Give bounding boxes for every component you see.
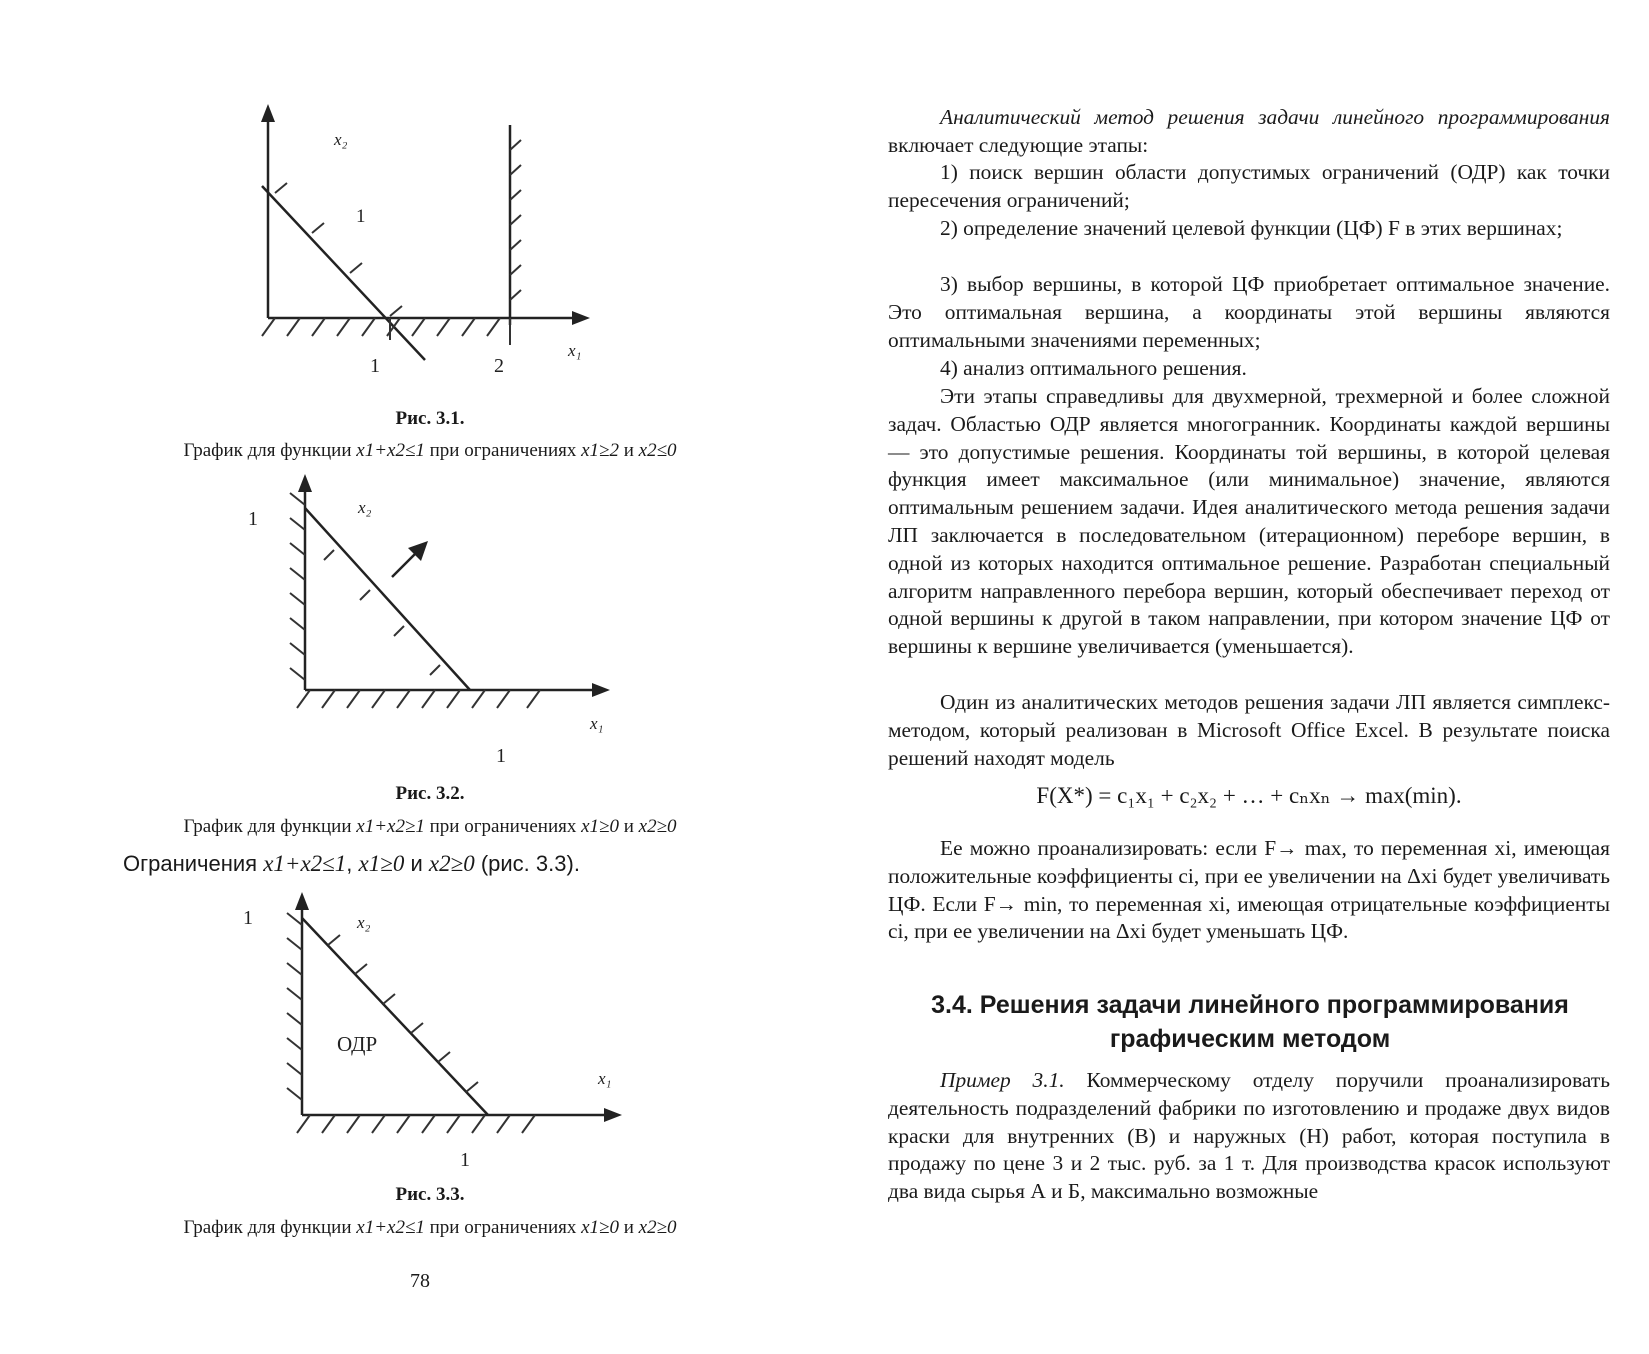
- objective-function-formula: F(X*) = c₁x₁ + c₂x₂ + … + cₙxₙ → max(min).: [1036, 783, 1462, 808]
- x-tick-1: 1: [370, 355, 380, 377]
- y-axis-arrow-icon: [298, 474, 312, 492]
- figure-3-3-title: Рис. 3.3.: [395, 1184, 465, 1205]
- section-heading: 3.4. Решения задачи линейного программирования графическим методом: [931, 991, 1569, 1053]
- step-3: 3) выбор вершины, в которой ЦФ приобретает оптимальное значение. Это оптимальная вершина, а координаты этой вершины являются оптимальными значениями переменных;: [888, 272, 1610, 352]
- x-axis-label: x₁: [598, 1069, 612, 1088]
- figure-3-1: [250, 100, 590, 377]
- x-axis-hatching: [262, 318, 500, 336]
- constraint-line: [262, 186, 425, 360]
- x-axis-arrow-icon: [572, 311, 590, 325]
- x-axis-label: x₁: [590, 714, 604, 733]
- step-2: 2) определение значений целевой функции (ЦФ) F в этих вершинах;: [940, 216, 1563, 240]
- y-axis-hatching: [290, 493, 305, 680]
- y-axis-arrow-icon: [295, 892, 309, 910]
- step-1: 1) поиск вершин области допустимых ограничений (ОДР) как точки пересечения ограничений;: [888, 160, 1610, 212]
- paragraph-1: Эти этапы справедливы для двухмерной, трехмерной и более сложной задач. Областью ОДР является многогранник. Координаты каждой вершины — это допустимые решения. Координаты той вершины, в которой целевая функция имеет максимальное (или минимальное) значение, являются оптимальным решением задачи. Идея аналитического метода решения задачи ЛП заключается в последовательном (итерационном) переборе вершин, в одной из которых находится оптимальное решение. Разработан специальный алгоритм направленного перебора вершин, который обеспечивает переход от одной вершины к другой в таком направлении, при котором значение ЦФ от вершины к вершине увеличивается (уменьшается).: [888, 384, 1610, 659]
- figure-3-2-caption: График для функции x1+x2≥1 при ограничениях x1≥0 и x2≥0: [183, 816, 677, 837]
- intro-paragraph: Аналитический метод решения задачи линейного программирования включает следующие этапы:: [888, 105, 1610, 157]
- y-axis-label: x₂: [358, 498, 372, 517]
- paragraph-3: Ее можно проанализировать: если F→ max, то переменная xi, имеющая положительные коэффициенты ci, при ее увеличении на Δxi будет увеличивать ЦФ. Если F→ min, то переменная xi, имеющая отрицательные коэффициенты ci, при ее увеличении на Δxi будет уменьшать ЦФ.: [888, 836, 1610, 944]
- region-label: 1: [356, 206, 366, 227]
- y-tick: 1: [248, 508, 258, 530]
- y-axis-label: x₂: [357, 913, 371, 932]
- figure-3-3: [230, 880, 630, 1180]
- x-axis-label: x₁: [568, 341, 582, 360]
- y-axis-hatching: [287, 913, 302, 1100]
- x-tick: 1: [496, 745, 506, 767]
- x-tick-2: 2: [494, 355, 504, 377]
- figure-3-1-caption: График для функции x1+x2≤1 при ограничениях x1≥2 и x2≤0: [183, 440, 677, 461]
- figure-3-2: [230, 470, 620, 770]
- x-axis-hatching: [297, 1115, 535, 1133]
- figure-3-1-title: Рис. 3.1.: [395, 408, 465, 429]
- constraint-hatching: [324, 550, 440, 675]
- constraints-text: Ограничения x1+x2≤1, x1≥0 и x2≥0 (рис. 3.3).: [123, 851, 580, 876]
- figure-3-3-caption: График для функции x1+x2≤1 при ограничениях x1≥0 и x2≥0: [183, 1217, 677, 1238]
- constraint-hatching: [328, 935, 478, 1092]
- step-4: 4) анализ оптимального решения.: [940, 356, 1247, 380]
- page-number: 78: [410, 1270, 430, 1292]
- left-page: [0, 0, 824, 1354]
- vertical-line-hatching: [510, 140, 521, 300]
- feasible-region-label: ОДР: [337, 1032, 378, 1056]
- x-axis-arrow-icon: [592, 683, 610, 697]
- paragraph-2: Один из аналитических методов решения задачи ЛП является симплекс-методом, который реализован в Microsoft Office Excel. В результате поиска решений находят модель: [888, 690, 1610, 770]
- constraint-hatching: [275, 183, 402, 316]
- x-axis-hatching: [297, 690, 540, 708]
- example-paragraph: Пример 3.1. Коммерческому отделу поручили проанализировать деятельность подразделений фабрики по изготовлению и продаже двух видов краски для внутренних (В) и наружных (Н) работ, которая поступила в продажу по цене 3 и 2 тыс. руб. за 1 т. Для производства красок используют два вида сырья А и Б, максимально возможные: [888, 1068, 1610, 1204]
- x-tick: 1: [460, 1149, 470, 1171]
- figure-3-2-title: Рис. 3.2.: [395, 783, 465, 804]
- x-axis-arrow-icon: [604, 1108, 622, 1122]
- y-tick: 1: [243, 907, 253, 929]
- y-axis-arrow-icon: [261, 104, 275, 122]
- y-axis-label: x₂: [334, 130, 348, 149]
